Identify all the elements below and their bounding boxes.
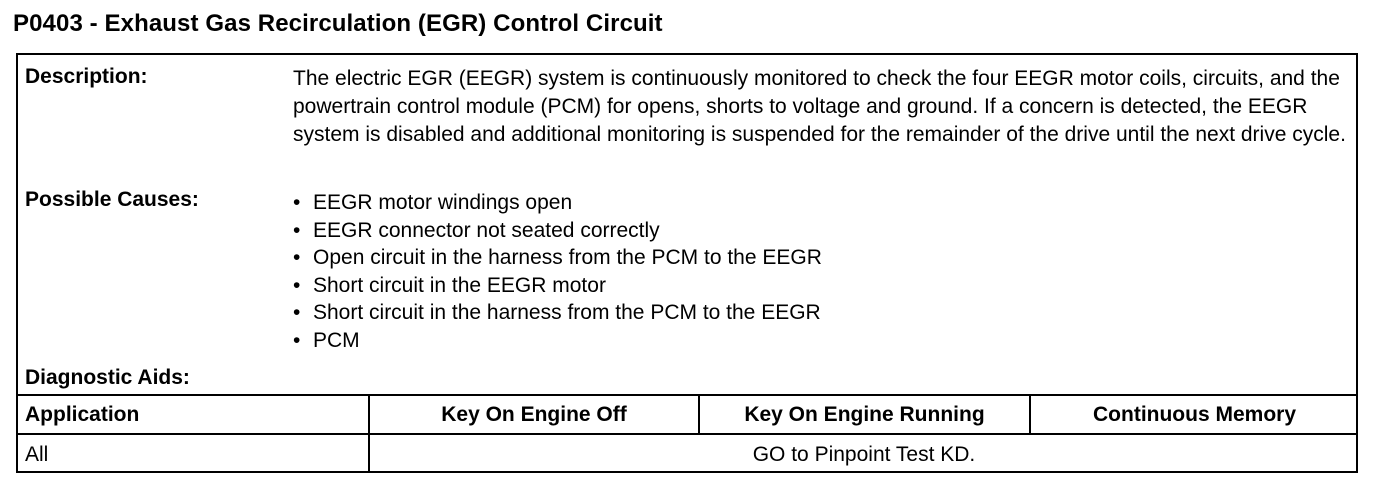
possible-causes-label: Possible Causes: bbox=[25, 188, 199, 211]
application-table bbox=[18, 396, 1356, 473]
cause-item: • PCM bbox=[293, 327, 822, 355]
column-header-continuous-memory: Continuous Memory bbox=[1093, 403, 1296, 426]
dtc-info-box bbox=[16, 53, 1358, 473]
column-header-koer: Key On Engine Running bbox=[744, 403, 985, 426]
bullet-icon: • bbox=[293, 301, 301, 325]
description-label: Description: bbox=[25, 65, 148, 88]
possible-causes-list bbox=[293, 189, 822, 355]
bullet-icon: • bbox=[293, 328, 301, 352]
cause-item: • Open circuit in the harness from the PCM to the EEGR bbox=[293, 244, 822, 272]
table-top-border bbox=[18, 394, 1356, 396]
column-header-application: Application bbox=[25, 403, 140, 426]
table-row-application: All bbox=[25, 443, 49, 466]
cause-item: • EEGR motor windings open bbox=[293, 189, 822, 217]
bullet-icon: • bbox=[293, 218, 301, 242]
bullet-icon: • bbox=[293, 246, 301, 270]
cause-item: • EEGR connector not seated correctly bbox=[293, 217, 822, 245]
cause-item: • Short circuit in the EEGR motor bbox=[293, 272, 822, 300]
diagnostic-aids-label: Diagnostic Aids: bbox=[25, 366, 190, 389]
bullet-icon: • bbox=[293, 191, 301, 214]
column-header-koeo: Key On Engine Off bbox=[441, 403, 627, 426]
bullet-icon: • bbox=[293, 273, 301, 297]
table-row-divider bbox=[18, 433, 1356, 435]
cause-item: • Short circuit in the harness from the PCM to the EEGR bbox=[293, 299, 822, 327]
table-row-action: GO to Pinpoint Test KD. bbox=[752, 443, 976, 466]
description-text: The electric EGR (EEGR) system is continuously monitored to check the four EEGR motor coils, circuits, and the powertrain control module (PCM) for opens, shorts to voltage and ground. If a concern is detected, the EEGR system is disabled and additional monitoring is suspended for the remainder of the drive until the next drive cycle. bbox=[293, 67, 1346, 146]
page-title: P0403 - Exhaust Gas Recirculation (EGR) Control Circuit bbox=[13, 10, 663, 37]
